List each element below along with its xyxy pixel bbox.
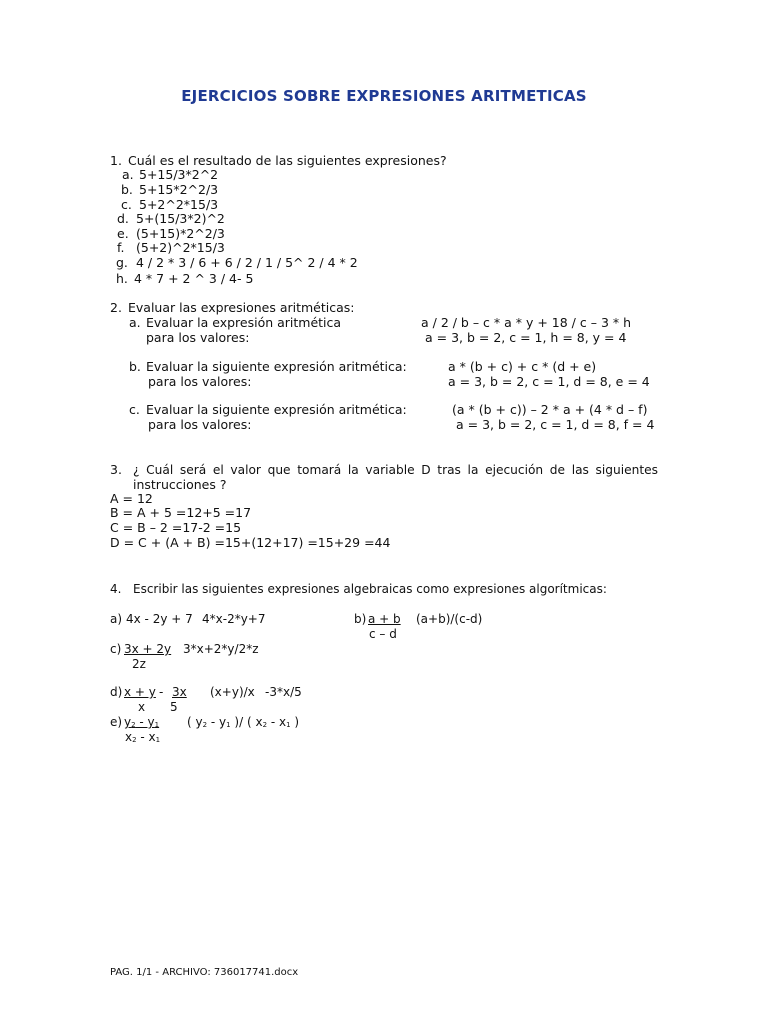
- q1-item-label: h.: [116, 271, 128, 286]
- q3-number: 3.: [110, 462, 122, 477]
- q2-values-label: para los valores:: [146, 330, 250, 345]
- q4d-denominator-2: 5: [170, 700, 178, 714]
- q4c-label: c): [110, 642, 122, 656]
- q1-number: 1.: [110, 153, 122, 168]
- q1-item-expr: 5+2^2*15/3: [139, 197, 219, 212]
- q1-item-label: d.: [117, 211, 129, 226]
- q1-item-expr: 4 * 7 + 2 ^ 3 / 4- 5: [134, 271, 254, 286]
- q4b-answer: (a+b)/(c-d): [416, 612, 483, 626]
- q4a-expression: 4x - 2y + 7: [126, 612, 193, 626]
- q1-item-expr: (5+2)^2*15/3: [136, 240, 225, 255]
- q1-item-expr: (5+15)*2^2/3: [136, 226, 225, 241]
- q4-heading: Escribir las siguientes expresiones algebraicas como expresiones algorítmicas:: [133, 582, 607, 596]
- q3-line-2: instrucciones ?: [133, 477, 227, 492]
- q1-heading: Cuál es el resultado de las siguientes expresiones?: [128, 153, 447, 168]
- q4e-numerator: y2 - y1: [124, 715, 160, 729]
- q2-part-expr: a * (b + c) + c * (d + e): [448, 359, 597, 374]
- q2-part-values: a = 3, b = 2, c = 1, d = 8, f = 4: [456, 417, 655, 432]
- q3-line-1: ¿ Cuál será el valor que tomará la variable D tras la ejecución de las siguientes: [133, 463, 658, 477]
- q4d-answer-1: (x+y)/x: [210, 685, 255, 699]
- q1-item-expr: 5+(15/3*2)^2: [136, 211, 225, 226]
- q2-number: 2.: [110, 300, 122, 315]
- q4d-denominator-1: x: [138, 700, 146, 714]
- q4d-numerator-1: x + y: [124, 685, 156, 699]
- q1-item-expr: 5+15/3*2^2: [139, 167, 219, 182]
- q3-code-line: A = 12: [110, 491, 153, 506]
- q3-code-line: C = B – 2 =17-2 =15: [110, 520, 242, 535]
- q4c-numerator: 3x + 2y: [124, 642, 172, 656]
- q2-part-values: a = 3, b = 2, c = 1, h = 8, y = 4: [425, 330, 627, 345]
- q4b-denominator: c – d: [369, 627, 397, 641]
- q4d-label: d): [110, 685, 123, 699]
- q4e-denominator: x2 - x1: [125, 730, 161, 744]
- q4b-numerator: a + b: [368, 612, 401, 626]
- q4c-denominator: 2z: [132, 657, 146, 671]
- q2-part-expr: a / 2 / b – c * a * y + 18 / c – 3 * h: [421, 315, 632, 330]
- q4d-numerator-2: 3x: [172, 685, 187, 699]
- q1-item-label: e.: [117, 226, 129, 241]
- q2-values-label: para los valores:: [148, 417, 252, 432]
- q2-part-label: c.: [129, 402, 140, 417]
- q4d-operator: -: [159, 685, 164, 699]
- q2-part-expr: (a * (b + c)) – 2 * a + (4 * d – f): [452, 402, 648, 417]
- q1-item-label: g.: [116, 255, 128, 270]
- q2-part-label: a.: [129, 315, 141, 330]
- q4a-answer: 4*x-2*y+7: [202, 612, 266, 626]
- q4d-answer-2: -3*x/5: [265, 685, 302, 699]
- q3-code-line: D = C + (A + B) =15+(12+17) =15+29 =44: [110, 535, 391, 550]
- q4e-label: e): [110, 715, 123, 729]
- q4e-answer: ( y2 - y1 )/ ( x2 - x1 ): [187, 715, 300, 729]
- q2-part-text: Evaluar la siguiente expresión aritmética:: [146, 402, 407, 417]
- q1-item-expr: 4 / 2 * 3 / 6 + 6 / 2 / 1 / 5^ 2 / 4 * 2: [136, 255, 358, 270]
- q2-part-values: a = 3, b = 2, c = 1, d = 8, e = 4: [448, 374, 650, 389]
- q3-code-line: B = A + 5 =12+5 =17: [110, 505, 252, 520]
- q1-item-label: f.: [117, 240, 125, 255]
- q4b-label: b): [354, 612, 367, 626]
- q1-item-expr: 5+15*2^2/3: [139, 182, 219, 197]
- q2-heading: Evaluar las expresiones aritméticas:: [128, 300, 355, 315]
- page-footer: PAG. 1/1 - ARCHIVO: 736017741.docx: [110, 967, 299, 978]
- q4-number: 4.: [110, 582, 122, 596]
- q2-values-label: para los valores:: [148, 374, 252, 389]
- q1-item-label: a.: [122, 167, 134, 182]
- document-title: EJERCICIOS SOBRE EXPRESIONES ARITMETICAS: [181, 87, 587, 105]
- q1-item-label: c.: [121, 197, 132, 212]
- q4c-answer: 3*x+2*y/2*z: [183, 642, 259, 656]
- q2-part-text: Evaluar la expresión aritmética: [146, 315, 342, 330]
- q2-part-text: Evaluar la siguiente expresión aritmética:: [146, 359, 407, 374]
- q2-part-label: b.: [129, 359, 141, 374]
- q1-item-label: b.: [121, 182, 133, 197]
- q4a-label: a): [110, 612, 123, 626]
